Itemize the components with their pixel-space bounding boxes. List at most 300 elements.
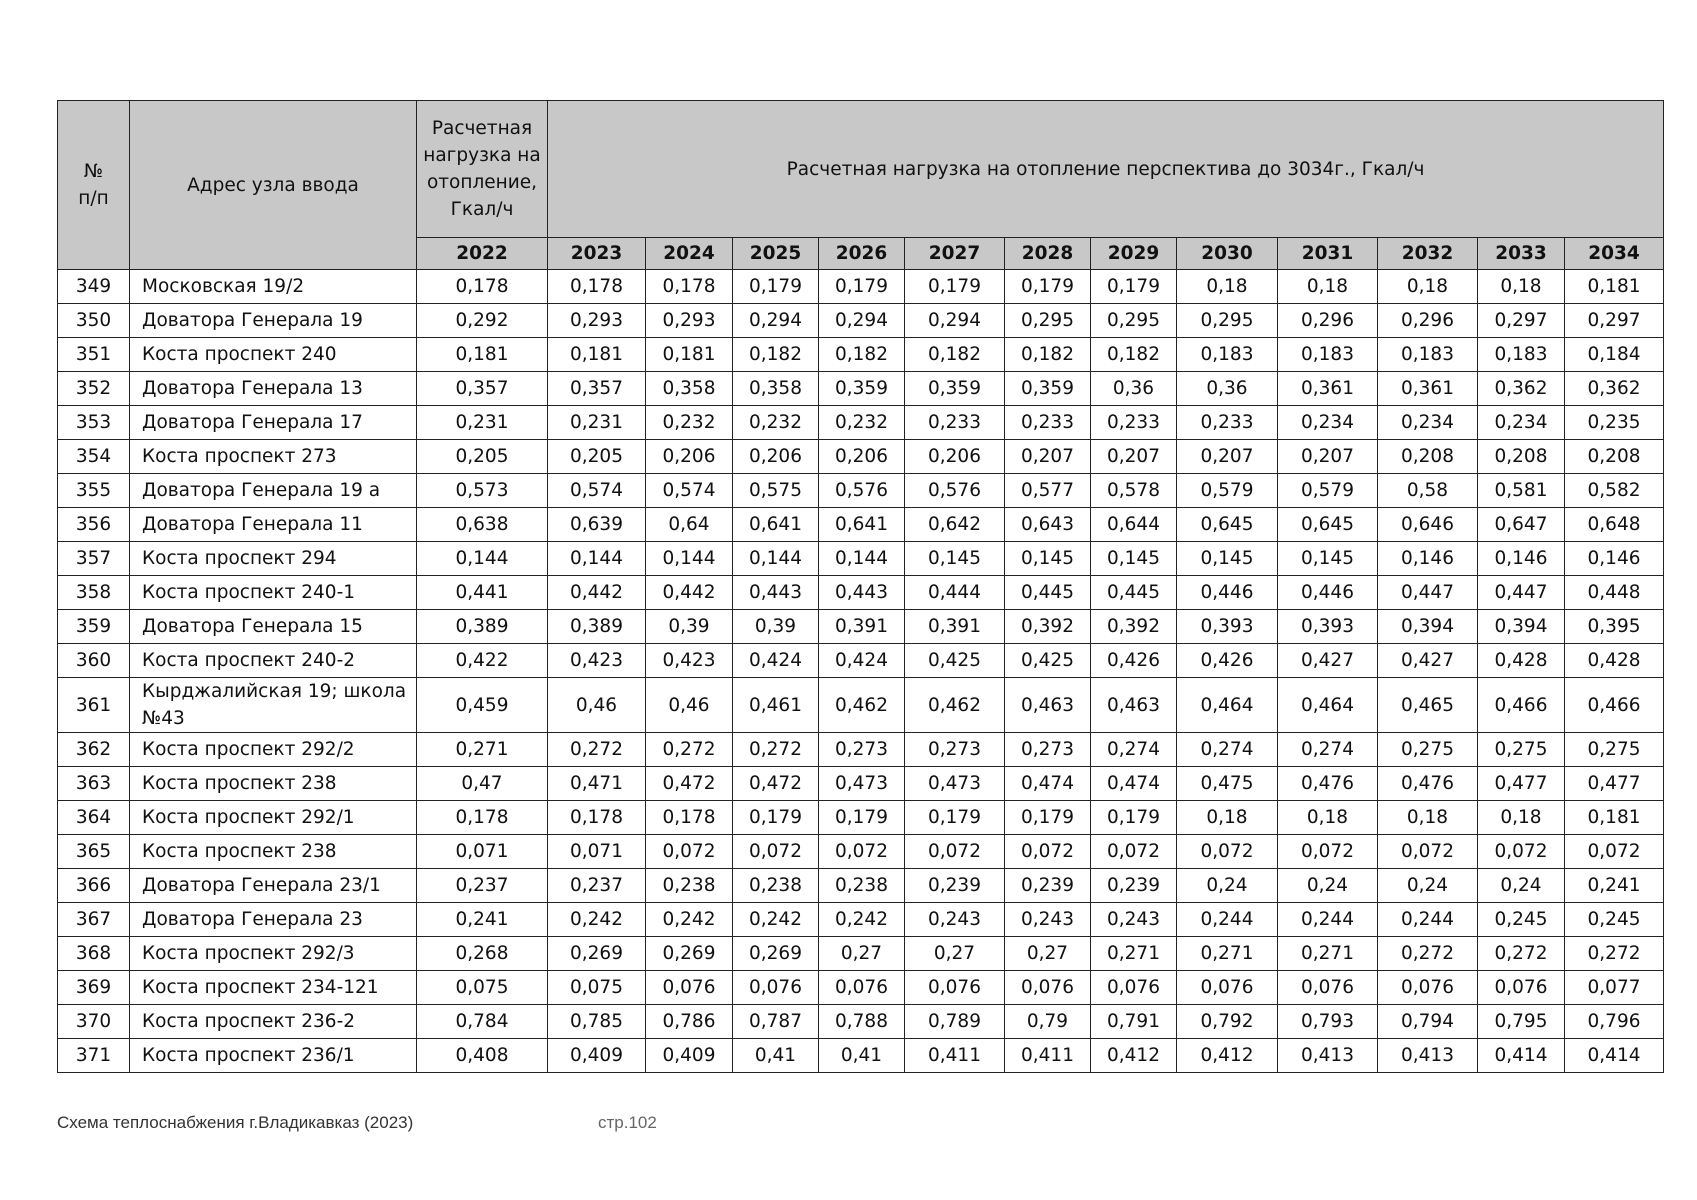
- row-number: 367: [58, 903, 130, 937]
- row-address: Доватора Генерала 17: [130, 406, 417, 440]
- load-value-2024: 0,242: [646, 903, 733, 937]
- year-header-2023: 2023: [548, 238, 646, 270]
- table-row: [58, 406, 1664, 440]
- row-number: 352: [58, 372, 130, 406]
- row-number: 363: [58, 767, 130, 801]
- load-value-2023: 0,071: [548, 835, 646, 869]
- load-value-2025: 0,076: [733, 971, 819, 1005]
- load-value-2026: 0,462: [819, 678, 905, 733]
- load-value-2022: 0,205: [417, 440, 548, 474]
- row-number: 350: [58, 304, 130, 338]
- load-value-2023: 0,785: [548, 1005, 646, 1039]
- load-value-2023: 0,471: [548, 767, 646, 801]
- load-value-2034: 0,235: [1565, 406, 1664, 440]
- load-value-2027: 0,233: [905, 406, 1005, 440]
- load-value-2025: 0,179: [733, 270, 819, 304]
- table-row: [58, 372, 1664, 406]
- load-value-2026: 0,179: [819, 801, 905, 835]
- load-value-2023: 0,075: [548, 971, 646, 1005]
- year-header-2022: 2022: [417, 238, 548, 270]
- load-value-2031: 0,464: [1278, 678, 1378, 733]
- load-value-2030: 0,183: [1177, 338, 1278, 372]
- load-value-2024: 0,293: [646, 304, 733, 338]
- load-value-2022: 0,268: [417, 937, 548, 971]
- load-value-2025: 0,41: [733, 1039, 819, 1073]
- load-value-2023: 0,269: [548, 937, 646, 971]
- row-number: 371: [58, 1039, 130, 1073]
- row-address: Коста проспект 292/3: [130, 937, 417, 971]
- load-value-2033: 0,146: [1478, 542, 1565, 576]
- table-row: [58, 542, 1664, 576]
- load-value-2033: 0,245: [1478, 903, 1565, 937]
- row-address: Доватора Генерала 19: [130, 304, 417, 338]
- load-value-2024: 0,786: [646, 1005, 733, 1039]
- load-value-2033: 0,18: [1478, 270, 1565, 304]
- load-value-2023: 0,272: [548, 733, 646, 767]
- load-value-2033: 0,414: [1478, 1039, 1565, 1073]
- load-value-2027: 0,273: [905, 733, 1005, 767]
- load-value-2030: 0,18: [1177, 270, 1278, 304]
- table-row: [58, 733, 1664, 767]
- load-value-2025: 0,242: [733, 903, 819, 937]
- load-value-2030: 0,145: [1177, 542, 1278, 576]
- load-value-2034: 0,245: [1565, 903, 1664, 937]
- row-number: 364: [58, 801, 130, 835]
- load-value-2023: 0,423: [548, 644, 646, 678]
- load-value-2033: 0,18: [1478, 801, 1565, 835]
- row-address: Московская 19/2: [130, 270, 417, 304]
- load-value-2034: 0,181: [1565, 270, 1664, 304]
- load-value-2029: 0,072: [1091, 835, 1177, 869]
- load-value-2032: 0,794: [1378, 1005, 1478, 1039]
- load-value-2024: 0,269: [646, 937, 733, 971]
- year-header-2024: 2024: [646, 238, 733, 270]
- load-value-2032: 0,646: [1378, 508, 1478, 542]
- row-number: 368: [58, 937, 130, 971]
- load-value-2034: 0,362: [1565, 372, 1664, 406]
- year-header-2027: 2027: [905, 238, 1005, 270]
- load-value-2027: 0,359: [905, 372, 1005, 406]
- load-value-2027: 0,179: [905, 801, 1005, 835]
- row-address: Доватора Генерала 23: [130, 903, 417, 937]
- load-value-2033: 0,272: [1478, 937, 1565, 971]
- load-value-2028: 0,474: [1005, 767, 1091, 801]
- load-value-2033: 0,275: [1478, 733, 1565, 767]
- load-value-2028: 0,179: [1005, 270, 1091, 304]
- load-value-2022: 0,181: [417, 338, 548, 372]
- row-address: Коста проспект 238: [130, 767, 417, 801]
- load-value-2032: 0,076: [1378, 971, 1478, 1005]
- load-value-2026: 0,359: [819, 372, 905, 406]
- row-address: Коста проспект 292/1: [130, 801, 417, 835]
- load-value-2033: 0,428: [1478, 644, 1565, 678]
- load-value-2027: 0,425: [905, 644, 1005, 678]
- load-value-2034: 0,448: [1565, 576, 1664, 610]
- load-value-2025: 0,472: [733, 767, 819, 801]
- load-value-2031: 0,361: [1278, 372, 1378, 406]
- row-address: Коста проспект 294: [130, 542, 417, 576]
- load-value-2026: 0,41: [819, 1039, 905, 1073]
- load-value-2024: 0,423: [646, 644, 733, 678]
- load-value-2032: 0,296: [1378, 304, 1478, 338]
- load-value-2029: 0,207: [1091, 440, 1177, 474]
- load-value-2025: 0,39: [733, 610, 819, 644]
- load-value-2027: 0,294: [905, 304, 1005, 338]
- year-header-2033: 2033: [1478, 238, 1565, 270]
- row-address: Коста проспект 273: [130, 440, 417, 474]
- load-value-2032: 0,234: [1378, 406, 1478, 440]
- row-number: 351: [58, 338, 130, 372]
- load-value-2022: 0,237: [417, 869, 548, 903]
- load-value-2030: 0,233: [1177, 406, 1278, 440]
- load-value-2025: 0,182: [733, 338, 819, 372]
- load-value-2025: 0,238: [733, 869, 819, 903]
- load-value-2033: 0,076: [1478, 971, 1565, 1005]
- load-value-2033: 0,466: [1478, 678, 1565, 733]
- load-value-2030: 0,36: [1177, 372, 1278, 406]
- row-address: Доватора Генерала 11: [130, 508, 417, 542]
- load-value-2029: 0,474: [1091, 767, 1177, 801]
- load-value-2028: 0,295: [1005, 304, 1091, 338]
- load-value-2029: 0,179: [1091, 270, 1177, 304]
- load-value-2032: 0,18: [1378, 270, 1478, 304]
- load-value-2024: 0,206: [646, 440, 733, 474]
- load-value-2030: 0,579: [1177, 474, 1278, 508]
- load-value-2029: 0,463: [1091, 678, 1177, 733]
- load-value-2029: 0,239: [1091, 869, 1177, 903]
- header-perspective: Расчетная нагрузка на отопление перспектива до 3034г., Гкал/ч: [548, 101, 1664, 238]
- row-number: 354: [58, 440, 130, 474]
- load-value-2023: 0,409: [548, 1039, 646, 1073]
- load-value-2032: 0,465: [1378, 678, 1478, 733]
- load-value-2031: 0,579: [1278, 474, 1378, 508]
- load-value-2032: 0,447: [1378, 576, 1478, 610]
- load-value-2027: 0,182: [905, 338, 1005, 372]
- table-row: [58, 474, 1664, 508]
- load-value-2025: 0,179: [733, 801, 819, 835]
- load-value-2032: 0,58: [1378, 474, 1478, 508]
- load-value-2024: 0,238: [646, 869, 733, 903]
- load-value-2027: 0,642: [905, 508, 1005, 542]
- load-value-2030: 0,271: [1177, 937, 1278, 971]
- table-row: [58, 644, 1664, 678]
- load-value-2023: 0,237: [548, 869, 646, 903]
- table-row: [58, 338, 1664, 372]
- load-value-2032: 0,361: [1378, 372, 1478, 406]
- load-value-2028: 0,182: [1005, 338, 1091, 372]
- table-row: [58, 767, 1664, 801]
- row-number: 359: [58, 610, 130, 644]
- load-value-2033: 0,208: [1478, 440, 1565, 474]
- load-value-2029: 0,412: [1091, 1039, 1177, 1073]
- row-address: Коста проспект 292/2: [130, 733, 417, 767]
- row-address: Коста проспект 236-2: [130, 1005, 417, 1039]
- load-value-2024: 0,46: [646, 678, 733, 733]
- load-value-2032: 0,413: [1378, 1039, 1478, 1073]
- load-value-2023: 0,144: [548, 542, 646, 576]
- load-value-2034: 0,648: [1565, 508, 1664, 542]
- load-value-2024: 0,072: [646, 835, 733, 869]
- load-value-2026: 0,391: [819, 610, 905, 644]
- load-value-2031: 0,296: [1278, 304, 1378, 338]
- load-value-2032: 0,146: [1378, 542, 1478, 576]
- load-value-2023: 0,293: [548, 304, 646, 338]
- load-value-2032: 0,244: [1378, 903, 1478, 937]
- load-value-2025: 0,144: [733, 542, 819, 576]
- load-value-2030: 0,475: [1177, 767, 1278, 801]
- load-value-2029: 0,445: [1091, 576, 1177, 610]
- load-value-2024: 0,181: [646, 338, 733, 372]
- row-number: 360: [58, 644, 130, 678]
- load-value-2024: 0,64: [646, 508, 733, 542]
- load-value-2026: 0,473: [819, 767, 905, 801]
- load-value-2031: 0,207: [1278, 440, 1378, 474]
- table-row: [58, 576, 1664, 610]
- load-value-2034: 0,208: [1565, 440, 1664, 474]
- load-value-2026: 0,443: [819, 576, 905, 610]
- load-value-2034: 0,146: [1565, 542, 1664, 576]
- load-value-2029: 0,295: [1091, 304, 1177, 338]
- load-value-2024: 0,144: [646, 542, 733, 576]
- header-row: [58, 101, 1664, 238]
- load-value-2031: 0,24: [1278, 869, 1378, 903]
- load-value-2025: 0,424: [733, 644, 819, 678]
- load-value-2029: 0,392: [1091, 610, 1177, 644]
- table-row: [58, 937, 1664, 971]
- load-value-2022: 0,178: [417, 270, 548, 304]
- load-value-2022: 0,389: [417, 610, 548, 644]
- load-value-2029: 0,233: [1091, 406, 1177, 440]
- load-value-2032: 0,394: [1378, 610, 1478, 644]
- load-value-2031: 0,072: [1278, 835, 1378, 869]
- load-value-2029: 0,145: [1091, 542, 1177, 576]
- load-value-2030: 0,24: [1177, 869, 1278, 903]
- load-value-2031: 0,076: [1278, 971, 1378, 1005]
- load-value-2030: 0,792: [1177, 1005, 1278, 1039]
- load-value-2022: 0,241: [417, 903, 548, 937]
- load-value-2022: 0,357: [417, 372, 548, 406]
- load-value-2022: 0,408: [417, 1039, 548, 1073]
- load-value-2026: 0,206: [819, 440, 905, 474]
- load-value-2027: 0,145: [905, 542, 1005, 576]
- load-value-2030: 0,244: [1177, 903, 1278, 937]
- row-number: 361: [58, 678, 130, 733]
- load-value-2027: 0,239: [905, 869, 1005, 903]
- load-value-2032: 0,18: [1378, 801, 1478, 835]
- table-row: [58, 971, 1664, 1005]
- load-value-2033: 0,24: [1478, 869, 1565, 903]
- load-value-2024: 0,358: [646, 372, 733, 406]
- row-number: 355: [58, 474, 130, 508]
- row-number: 369: [58, 971, 130, 1005]
- load-value-2022: 0,075: [417, 971, 548, 1005]
- load-value-2026: 0,232: [819, 406, 905, 440]
- table-row: [58, 1039, 1664, 1073]
- load-value-2031: 0,476: [1278, 767, 1378, 801]
- load-value-2030: 0,426: [1177, 644, 1278, 678]
- load-value-2026: 0,076: [819, 971, 905, 1005]
- row-number: 349: [58, 270, 130, 304]
- load-value-2027: 0,206: [905, 440, 1005, 474]
- load-value-2030: 0,072: [1177, 835, 1278, 869]
- load-value-2026: 0,424: [819, 644, 905, 678]
- load-value-2023: 0,178: [548, 801, 646, 835]
- load-value-2028: 0,445: [1005, 576, 1091, 610]
- load-value-2028: 0,425: [1005, 644, 1091, 678]
- row-address: Коста проспект 240-2: [130, 644, 417, 678]
- load-value-2024: 0,39: [646, 610, 733, 644]
- load-value-2022: 0,292: [417, 304, 548, 338]
- row-address: Коста проспект 238: [130, 835, 417, 869]
- row-address: Коста проспект 240: [130, 338, 417, 372]
- load-value-2026: 0,242: [819, 903, 905, 937]
- year-header-2029: 2029: [1091, 238, 1177, 270]
- load-value-2033: 0,447: [1478, 576, 1565, 610]
- table-row: [58, 678, 1664, 733]
- table-row: [58, 508, 1664, 542]
- row-number: 357: [58, 542, 130, 576]
- load-value-2023: 0,178: [548, 270, 646, 304]
- row-address: Коста проспект 234-121: [130, 971, 417, 1005]
- footer-page-number: стр.102: [598, 1113, 657, 1132]
- load-value-2028: 0,411: [1005, 1039, 1091, 1073]
- load-value-2034: 0,477: [1565, 767, 1664, 801]
- load-value-2029: 0,182: [1091, 338, 1177, 372]
- load-value-2031: 0,645: [1278, 508, 1378, 542]
- load-value-2026: 0,788: [819, 1005, 905, 1039]
- load-value-2022: 0,573: [417, 474, 548, 508]
- load-value-2024: 0,178: [646, 801, 733, 835]
- load-value-2025: 0,206: [733, 440, 819, 474]
- load-value-2029: 0,271: [1091, 937, 1177, 971]
- load-value-2027: 0,576: [905, 474, 1005, 508]
- load-value-2023: 0,357: [548, 372, 646, 406]
- load-value-2027: 0,411: [905, 1039, 1005, 1073]
- load-value-2025: 0,461: [733, 678, 819, 733]
- load-value-2034: 0,184: [1565, 338, 1664, 372]
- row-address: Коста проспект 240-1: [130, 576, 417, 610]
- load-value-2028: 0,359: [1005, 372, 1091, 406]
- load-value-2034: 0,395: [1565, 610, 1664, 644]
- load-value-2026: 0,179: [819, 270, 905, 304]
- row-address: Кырджалийская 19; школа №43: [130, 678, 417, 733]
- row-address: Доватора Генерала 13: [130, 372, 417, 406]
- row-number: 366: [58, 869, 130, 903]
- table-row: [58, 610, 1664, 644]
- load-value-2031: 0,18: [1278, 270, 1378, 304]
- load-value-2028: 0,392: [1005, 610, 1091, 644]
- header-num: № п/п: [58, 101, 130, 270]
- load-value-2027: 0,179: [905, 270, 1005, 304]
- load-value-2023: 0,389: [548, 610, 646, 644]
- load-value-2030: 0,446: [1177, 576, 1278, 610]
- load-value-2025: 0,294: [733, 304, 819, 338]
- load-value-2028: 0,076: [1005, 971, 1091, 1005]
- load-value-2024: 0,232: [646, 406, 733, 440]
- year-header-2031: 2031: [1278, 238, 1378, 270]
- load-value-2028: 0,207: [1005, 440, 1091, 474]
- load-value-2033: 0,234: [1478, 406, 1565, 440]
- load-value-2022: 0,47: [417, 767, 548, 801]
- load-value-2025: 0,269: [733, 937, 819, 971]
- load-value-2023: 0,639: [548, 508, 646, 542]
- load-value-2030: 0,412: [1177, 1039, 1278, 1073]
- year-header-2025: 2025: [733, 238, 819, 270]
- load-value-2033: 0,394: [1478, 610, 1565, 644]
- load-value-2028: 0,072: [1005, 835, 1091, 869]
- load-value-2024: 0,472: [646, 767, 733, 801]
- load-value-2028: 0,145: [1005, 542, 1091, 576]
- load-value-2026: 0,641: [819, 508, 905, 542]
- row-number: 370: [58, 1005, 130, 1039]
- load-value-2029: 0,644: [1091, 508, 1177, 542]
- load-value-2028: 0,577: [1005, 474, 1091, 508]
- table-row: [58, 304, 1664, 338]
- load-value-2022: 0,441: [417, 576, 548, 610]
- load-value-2026: 0,072: [819, 835, 905, 869]
- load-value-2023: 0,205: [548, 440, 646, 474]
- load-value-2031: 0,244: [1278, 903, 1378, 937]
- load-value-2031: 0,393: [1278, 610, 1378, 644]
- table-row: [58, 903, 1664, 937]
- load-value-2022: 0,638: [417, 508, 548, 542]
- load-value-2022: 0,231: [417, 406, 548, 440]
- load-value-2031: 0,793: [1278, 1005, 1378, 1039]
- load-value-2031: 0,145: [1278, 542, 1378, 576]
- load-value-2027: 0,27: [905, 937, 1005, 971]
- load-value-2027: 0,243: [905, 903, 1005, 937]
- load-value-2031: 0,183: [1278, 338, 1378, 372]
- year-header-2032: 2032: [1378, 238, 1478, 270]
- load-value-2032: 0,24: [1378, 869, 1478, 903]
- load-value-2034: 0,414: [1565, 1039, 1664, 1073]
- footer-document-title: Схема теплоснабжения г.Владикавказ (2023): [57, 1113, 414, 1132]
- load-value-2022: 0,422: [417, 644, 548, 678]
- load-value-2023: 0,442: [548, 576, 646, 610]
- load-value-2024: 0,442: [646, 576, 733, 610]
- row-number: 362: [58, 733, 130, 767]
- load-value-2031: 0,271: [1278, 937, 1378, 971]
- load-value-2034: 0,297: [1565, 304, 1664, 338]
- load-value-2034: 0,272: [1565, 937, 1664, 971]
- load-value-2024: 0,574: [646, 474, 733, 508]
- load-value-2026: 0,294: [819, 304, 905, 338]
- year-header-2030: 2030: [1177, 238, 1278, 270]
- year-header-2028: 2028: [1005, 238, 1091, 270]
- load-value-2034: 0,077: [1565, 971, 1664, 1005]
- load-value-2025: 0,358: [733, 372, 819, 406]
- load-value-2031: 0,413: [1278, 1039, 1378, 1073]
- load-value-2025: 0,443: [733, 576, 819, 610]
- load-value-2026: 0,144: [819, 542, 905, 576]
- load-value-2027: 0,391: [905, 610, 1005, 644]
- load-value-2023: 0,181: [548, 338, 646, 372]
- load-value-2027: 0,789: [905, 1005, 1005, 1039]
- load-value-2028: 0,643: [1005, 508, 1091, 542]
- table-row: [58, 440, 1664, 474]
- load-value-2034: 0,466: [1565, 678, 1664, 733]
- load-value-2033: 0,477: [1478, 767, 1565, 801]
- load-value-2023: 0,231: [548, 406, 646, 440]
- row-address: Доватора Генерала 19 а: [130, 474, 417, 508]
- load-value-2029: 0,179: [1091, 801, 1177, 835]
- load-value-2024: 0,178: [646, 270, 733, 304]
- year-header-2034: 2034: [1565, 238, 1664, 270]
- load-value-2024: 0,409: [646, 1039, 733, 1073]
- load-value-2029: 0,243: [1091, 903, 1177, 937]
- load-value-2022: 0,144: [417, 542, 548, 576]
- load-value-2026: 0,182: [819, 338, 905, 372]
